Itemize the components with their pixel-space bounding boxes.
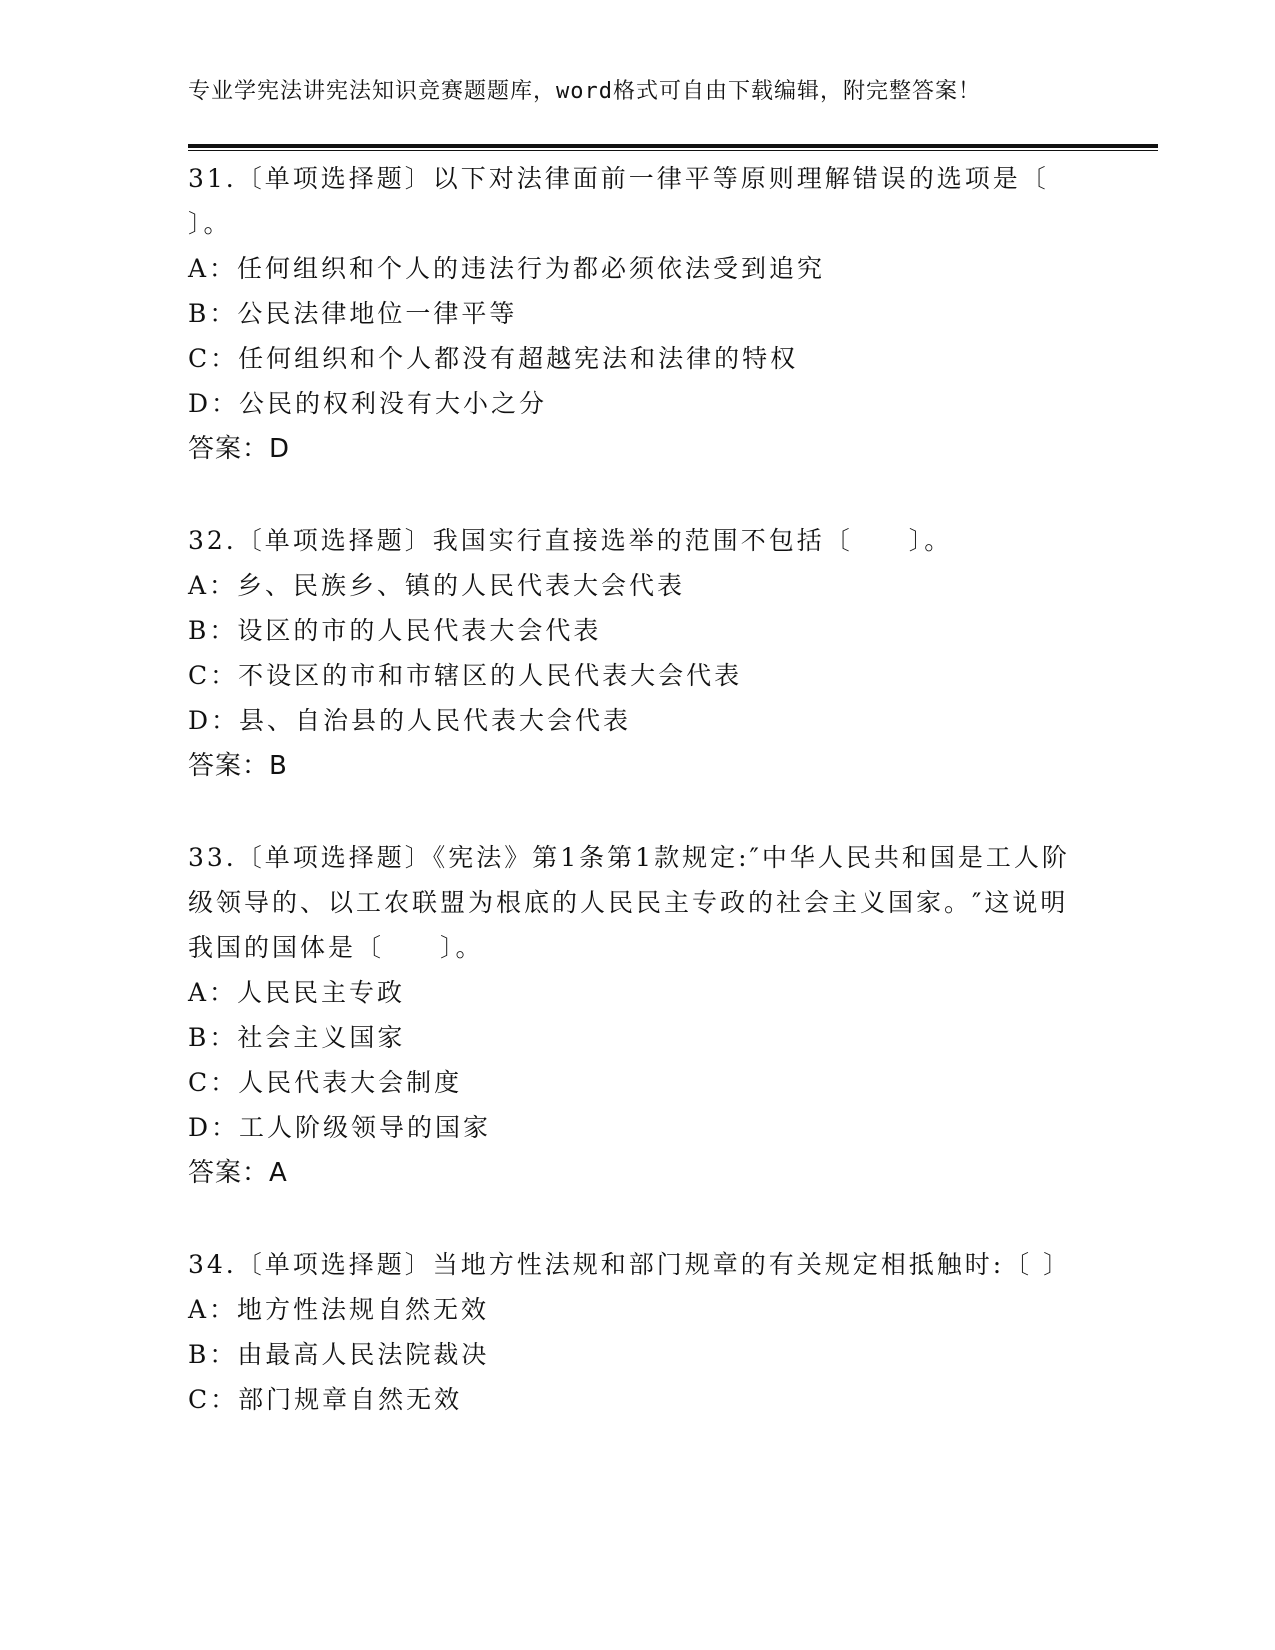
option-b: B：由最高人民法院裁决 bbox=[188, 1340, 490, 1369]
header-rule-thin bbox=[188, 150, 1158, 151]
answer: 答案：A bbox=[188, 1158, 288, 1188]
option-d: D：县、自治县的人民代表大会代表 bbox=[188, 706, 632, 735]
question-list bbox=[188, 156, 1088, 1468]
question-text: 34.〔单项选择题〕当地方性法规和部门规章的有关规定相抵触时:〔 〕 bbox=[188, 1250, 1072, 1279]
option-a: A：乡、民族乡、镇的人民代表大会代表 bbox=[188, 571, 686, 600]
question-32 bbox=[188, 518, 1088, 789]
option-c: C：人民代表大会制度 bbox=[188, 1068, 463, 1097]
option-b: B：公民法律地位一律平等 bbox=[188, 299, 518, 328]
option-b: B：设区的市的人民代表大会代表 bbox=[188, 616, 602, 645]
header-note: 专业学宪法讲宪法知识竞赛题题库，word格式可自由下载编辑，附完整答案！ bbox=[188, 79, 981, 104]
option-a: A：任何组织和个人的违法行为都必须依法受到追究 bbox=[188, 254, 826, 283]
option-c: C：不设区的市和市辖区的人民代表大会代表 bbox=[188, 661, 743, 690]
option-a: A：人民民主专政 bbox=[188, 978, 406, 1007]
option-c: C：任何组织和个人都没有超越宪法和法律的特权 bbox=[188, 344, 799, 373]
question-33 bbox=[188, 835, 1088, 1196]
option-d: D：工人阶级领导的国家 bbox=[188, 1113, 492, 1142]
answer: 答案：B bbox=[188, 751, 288, 781]
option-d: D：公民的权利没有大小之分 bbox=[188, 389, 548, 418]
option-c: C：部门规章自然无效 bbox=[188, 1385, 463, 1414]
answer: 答案：D bbox=[188, 434, 291, 464]
question-text: 32.〔单项选择题〕我国实行直接选举的范围不包括〔 〕。 bbox=[188, 526, 953, 555]
header-rule-thick bbox=[188, 144, 1158, 148]
question-34 bbox=[188, 1242, 1088, 1422]
question-31 bbox=[188, 156, 1088, 472]
question-text: 31.〔单项选择题〕以下对法律面前一律平等原则理解错误的选项是〔 〕。 bbox=[188, 164, 1049, 238]
question-text: 33.〔单项选择题〕《宪法》第1条第1款规定:″中华人民共和国是工人阶级领导的、以工农联盟为根底的人民民主专政的社会主义国家。″这说明我国的国体是〔 〕。 bbox=[188, 843, 1070, 962]
option-a: A：地方性法规自然无效 bbox=[188, 1295, 490, 1324]
option-b: B：社会主义国家 bbox=[188, 1023, 406, 1052]
